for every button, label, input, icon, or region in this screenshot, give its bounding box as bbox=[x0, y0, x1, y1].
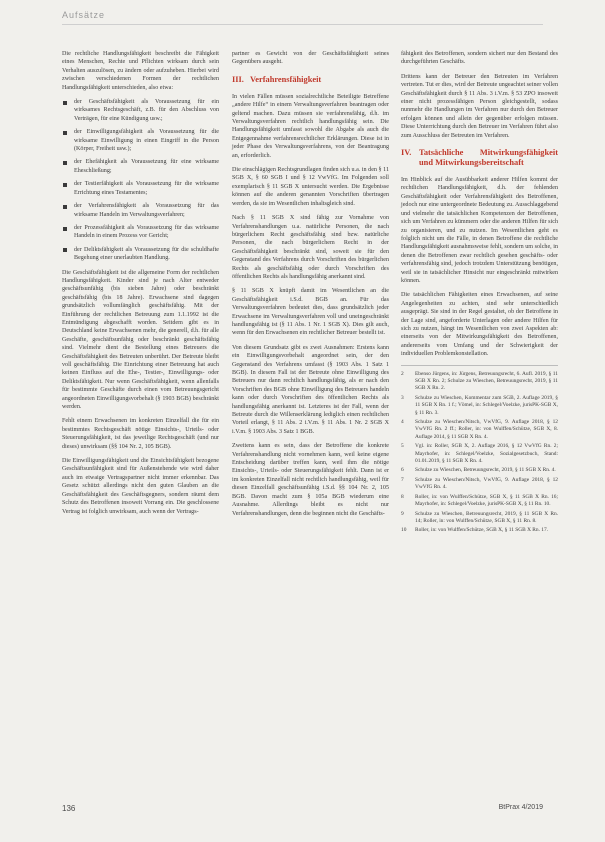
paragraph: Zweitens kann es sein, dass der Betroffene die konkrete Verfahrenshandlung nicht vornehmen kann, weil keine eigene Entscheidung darüber treffen kann, weil ihm die nötige Einsichts-, Urteils- oder Steuerungsfähigkeit fehlt. Dann ist er im konkreten Einzelfall nicht rechtlich handlungsfähig, weil für diesen Einzelfall geschäftsunfähig i.S.d. §§ 104 Nr. 2, 105 BGB. Davon macht zum § 105a BGB wiederum eine Ausnahme. Allerdings bleibt es nicht nur Verfahrenshandlungen, denn die beginnen nicht die Geschäfts- bbox=[232, 443, 389, 517]
heading-text: Verfahrensfähigkeit bbox=[250, 74, 322, 84]
list-item: der Prozessfähigkeit als Voraussetzung für das wirksame Handeln in einem Prozess vor Gericht; bbox=[62, 224, 219, 241]
paragraph: In vielen Fällen müssen sozialrechtliche Beteiligte Betreffene „andere Hilfe“ in einem Verwaltungsverfahren beantragen oder geltend machen. Dazu müssen sie verfahrensfähig, d.h. im Verwaltungsverfahren rechtlich handlungsfähig sein. Die Handlungsfähigkeit umfasst sowohl die Abgabe als auch die Entgegennahme verfahrensrechtlicher Erklärungen. Diese ist in jeder Phase des Verwaltungsverfahrens, von der Beantragung an, erforderlich. bbox=[232, 93, 389, 159]
footnote: 6 Schulze zu Wieschen, Betreuungsrecht, 2019, § 11 SGB X Rn. 4. bbox=[401, 467, 556, 474]
page-number: 136 bbox=[62, 804, 76, 813]
list-item: der Geschäftsfähigkeit als Voraussetzung für ein wirksames Rechtsgeschäft, z.B. für den Abschluss von Verträgen, für eine Kündigung usw.; bbox=[62, 98, 219, 123]
paragraph: Nach § 11 SGB X sind fähig zur Vornahme von Verfahrenshandlungen u.a. natürliche Personen, die nach bürgerlichem Recht geschäftsfähig sind bzw. natürliche Personen, die nach bürgerlichem Recht in der Geschäftsfähigkeit beschränkt sind, soweit sie für den Gegenstand des Verfahrens durch Vorschriften des bürgerlichen Rechts als geschäftsfähig oder durch Vorschriften des öffentlichen Rechts als handlungsfähig anerkannt sind. bbox=[232, 215, 389, 280]
paragraph: Die Geschäftsfähigkeit ist die allgemeine Form der rechtlichen Handlungsfähigkeit. Kinder sind je nach Alter entweder geschäftsunfähig (bis sieben Jahre) oder beschränkt geschäftsfähig (bis 18 Jahre). Erwachsene sind dagegen grundsätzlich vollumfänglich geschäftsfähig. Mit der Einführung der rechtlichen Betreuung zum 1.1.1992 ist die Entmündigung abgeschafft worden. Seitdem gibt es in Deutschland keine Erwachsenen mehr, die generell, d.h. für alle Geschäfte, geschäftsunfähig oder beschränkt geschäftsfähig sind. Vielmehr dient die Bestellung eines Betreuers die Geschäftsfähigkeit des Betreuten unberührt. Der Betreute bleibt voll geschäftsfähig. Die Einrichtung einer Betreuung hat auch keinen Einfluss auf die Ehe-, Testier-, Einwilligungs- oder Deliktsfähigkeit. Nur wenn Geschäftsfähigkeit, wenn allenfalls für bestimmte Geschäfte durch einen vom Betreuungsgericht angeordneten Einwilligungsvorbehalt (§ 1903 BGB) beschränkt werden. bbox=[62, 269, 219, 411]
paragraph: fähigkeit des Betroffenen, sondern sichert nur den Bestand des durchgeführten Geschäfts. bbox=[401, 51, 558, 66]
footnote: 10 Roller, in: von Wulffen/Schütze, SGB X, § 11 SGB X Rn. 17. bbox=[401, 527, 549, 534]
footnote: 9 Schulze zu Wieschen, Betreuungsrecht, 2019, § 11 SGB X Rn. 14; Roller, in: von Wulffen/Schütze, SGB X, § 11 Rn. 8. bbox=[401, 510, 558, 524]
paragraph: Fehlt einem Erwachsenen im konkreten Einzelfall die für ein bestimmtes Rechtsgeschäft nötige Einsichts-, Urteils- oder Steuerungsfähigkeit, ist das jeweilige Rechtsgeschäft (und nur dieses) unwirksam (§§ 104 Nr. 2, 105 BGB). bbox=[62, 418, 219, 450]
paragraph: Die rechtliche Handlungsfähigkeit beschreibt die Fähigkeit eines Menschen, Rechte und Pflichten wirksam durch sein Verhalten auszulösen, zu ändern oder aufzuheben. Hierbei wird zwischen verschiedenen Formen der rechtlichen Handlungsfähigkeit unterschieden, also etwa: bbox=[62, 51, 219, 91]
paragraph: Drittens kann der Betreuer den Betreuten im Verfahren vertreten. Tut er dies, wird der Betreute ungeachtet seiner vollen Geschäftsfähigkeit durch § 11 Abs. 3 i.V.m. § 53 ZPO insoweit einer nicht prozessfähigen Person gleichgestellt, sodass nunmehr die Handlungen im Verfahren nur durch den Betreuer erfolgen können und allein der gegenüber erfolgen müssen. Diese Unterrichtung durch den Betreuer im Verfahren führt also zum Ausschluss der Betreuten im Verfahren. bbox=[401, 73, 558, 139]
paragraph: Die einschlägigen Rechtsgrundlagen finden sich u.a. in den § 11 SGB X, § 60 SGB I und § 12 VwVfG. Im Folgenden soll exemplarisch § 11 SGB X untersucht werden. Die Ergebnisse können auf die anderen genannten Vorschriften übertragen werden, da sie im Wesentlichen inhaltsgleich sind. bbox=[232, 167, 389, 207]
journal-issue: BtPrax 4/2019 bbox=[498, 804, 543, 811]
list-item: der Verfahrensfähigkeit als Voraussetzung für das wirksame Handeln im Verwaltungsverfahren; bbox=[62, 202, 219, 219]
list-item: der Einwilligungsfähigkeit als Voraussetzung für die wirksame Einwilligung in einen Eingriff in die Person (Körper, Freiheit usw.); bbox=[62, 128, 219, 153]
section-heading-3 bbox=[232, 75, 389, 85]
section-label: Aufsätze bbox=[62, 10, 106, 20]
heading-number: III. bbox=[232, 74, 244, 84]
paragraph: Die tatsächlichen Fähigkeiten eines Erwachsenen, auf seine Angelegenheiten zu achten, sind sehr unterschiedlich ausgeprägt. Sie sind in der Regel gestaltet, ob der Betroffene in der Lage sind, angeforderte Unterlagen oder andere Hilfen für sich zu nutzen, hängt im Wesentlichen von zwei Aspekten ab: einerseits von der Mitwirkungsfähigkeit des Betroffenen, andererseits vom Umfang und der Schwierigkeit der individuellen Problemkonstellation. bbox=[401, 292, 558, 358]
heading-text: Tatsächliche Mitwirkungsfähigkeit und Mitwirkungsbereitschaft bbox=[419, 148, 558, 168]
paragraph: Im Hinblick auf die Ausübbarkeit anderer Hilfen kommt der rechtlichen Handlungsfähigkeit, d.h. der fehlenden Geschäftsfähigkeit oder Verfahrensfähigkeit des Betroffenen, jedoch nur eine untergeordnete Bedeutung zu. Ausschlaggebend und vielmehr die tatsächlichen Kompetenzen der Betroffenen, sich um Verfahren zu kümmern oder die anderen Hilfen für sich zu organisieren, und zu nutzen. Im Wesentlichen geht es folglich nicht um die Fälle, in denen Betroffene die rechtliche Handlungsfähigkeit ausnahmsweise fehlt, sondern um solche, in denen die Betroffenen zwar rechtlich gesehen geschäfts- oder verfahrensfähig sind, jedoch trotzdem Unterstützung benötigen, weil sie in tatsächlicher Hinsicht nur eingeschränkt mitwirken können. bbox=[401, 177, 558, 284]
footnote: 2 Ebenso Jürgens, in: Jürgens, Betreuungsrecht, 6. Aufl. 2019, § 11 SGB X Rn. 2; Schulze zu Wieschen, Betreuungsrecht, 2019, § 11 SGB X Rn. 2. bbox=[401, 370, 558, 392]
footnote: 7 Schulze zu Wieschen/Nitsch, VwVfG, 9. Auflage 2018, § 12 VwVfG Rn. 4. bbox=[401, 476, 558, 491]
list-item: der Testierfähigkeit als Voraussetzung für die wirksame Errichtung eines Testamentes; bbox=[62, 180, 219, 197]
paragraph: partner es Gewicht von der Geschäftsfähigkeit seines Gegenübers ausgeht. bbox=[232, 51, 389, 66]
bullet-list bbox=[62, 98, 219, 263]
heading-number: IV. bbox=[401, 148, 412, 158]
column-1 bbox=[62, 50, 219, 522]
list-item: der Ehefähigkeit als Voraussetzung für eine wirksame Eheschließung; bbox=[62, 158, 219, 175]
footnotes bbox=[401, 365, 558, 535]
column-2 bbox=[232, 50, 389, 524]
list-item: der Deliktsfähigkeit als Voraussetzung für die schuldhafte Begehung einer unerlaubten Handlung. bbox=[62, 246, 219, 263]
column-3 bbox=[401, 50, 558, 537]
paragraph: Von diesem Grundsatz gibt es zwei Ausnahmen: Erstens kann ein Einwilligungsvorbehalt angeordnet sein, der den Gegenstand des Verfahrens umfasst (§ 1903 Abs. 1 Satz 1 BGB). In diesem Fall ist der Betreute ohne Einwilligung des Betreuers nur dann rechtlich handlungsfähig, als er nach den Vorschriften des BGB ohne Einwilligung des Betreuers handeln kann oder durch Vorschriften des öffentlichen Rechts als handlungsfähig anerkannt ist. Letzteres ist der Fall, wenn der Betreute durch die Willenserklärung lediglich einen rechtlichen Vorteil erlangt, § 11 Abs. 2 i.V.m. § 11 Abs. 1 Nr. 2 SGB X i.V.m. § 1903 Abs. 3 Satz 1 BGB. bbox=[232, 344, 389, 435]
footnote: 3 Schulze zu Wieschen, Kommentar zum SGB, 2. Auflage 2019, § 11 SGB X Rn. 1 f.; Vömel, in: Schlegel/Voelzke, jurisPK-SGB X, § 11 Rn. 3. bbox=[401, 394, 558, 416]
section-heading-4 bbox=[401, 148, 558, 168]
paragraph: § 11 SGB X knüpft damit im Wesentlichen an die Geschäftsfähigkeit i.S.d. BGB an. Für das Verwaltungsverfahren bedeutet dies, dass grundsätzlich jeder Erwachsene im Verwaltungsverfahren voll und uneingeschränkt handlungsfähig ist (§ 11 Abs. 1 Nr. 1 SGB X). Dies gilt auch, wenn für den Erwachsenen ein rechtlicher Betreuer bestellt ist. bbox=[232, 288, 389, 337]
footnote: 4 Schulze zu Wieschen/Nitsch, VwVfG, 9. Auflage 2018, § 12 VwVfG Rn. 2 ff.; Roller, in: von Wulffen/Schütze, SGB X, 8. Auflage 2014, § 11 SGB X Rn. 4. bbox=[401, 419, 558, 440]
footnote: 5 Vgl. in: Roller, SGB X, 2. Auflage 2016, § 12 VwVfG Rn. 2; Mayrhofer, in: Schlegel/Voelzke, Sozialgesetzbuch, Stand: 01.01.2019, § 11 SGB X Rn. 4. bbox=[401, 443, 558, 465]
footnote: 8 Roller, in: von Wulffen/Schütze, SGB X, § 11 SGB X Rn. 16; Mayrhofer, in: Schlegel/Voelzke, jurisPK-SGB X, § 11 Rn. 10. bbox=[401, 493, 558, 508]
header-rule bbox=[62, 24, 543, 25]
paragraph: Die Einwilligungsfähigkeit und die Einsichtsfähigkeit bezogene Geschäftsunfähigkeit sind für Außenstehende wie wird daher auch im etwaige Vertragspartner nicht immer erkennbar. Das Gesetz schützt allerdings nicht den guten Glauben an die Geschäftsfähigkeit des Geschäftsgegners, sondern räumt dem Schutz des Betroffenen insoweit Vorrang ein. Die geschlossene Vertrag ist folglich unwirksam, auch wenn der Vertrags- bbox=[62, 458, 219, 515]
